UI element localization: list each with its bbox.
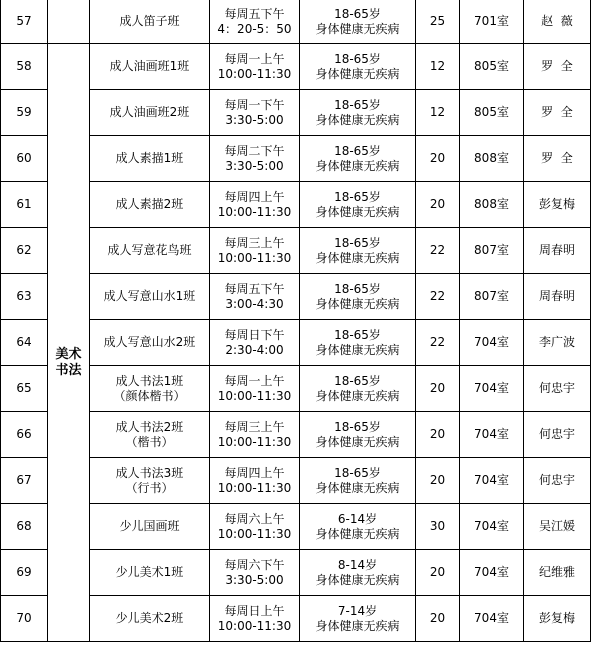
teacher-name: 彭复梅 [524, 596, 591, 642]
cell-line: 成人素描1班 [115, 151, 184, 165]
course-name [90, 596, 210, 642]
enrollment-count: 20 [416, 412, 460, 458]
age-range: 6-14岁 [337, 511, 378, 526]
cell-line: 2:30-4:00 [225, 342, 284, 357]
row-number: 69 [1, 550, 48, 596]
cell-line: 每周五下午 [224, 6, 285, 21]
health-requirement: 身体健康无疾病 [315, 158, 400, 173]
cell-line: 每周四上午 [224, 189, 285, 204]
course-name [90, 90, 210, 136]
category-label: 美术 [55, 346, 82, 362]
classroom: 805室 [460, 90, 524, 136]
enrollment-count: 25 [416, 0, 460, 44]
course-time [210, 136, 300, 182]
age-requirement [300, 366, 416, 412]
table-row [1, 504, 591, 550]
row-number: 63 [1, 274, 48, 320]
cell-line: 10:00-11:30 [217, 250, 292, 265]
row-number: 62 [1, 228, 48, 274]
classroom: 704室 [460, 458, 524, 504]
classroom: 704室 [460, 550, 524, 596]
teacher-name: 李广波 [524, 320, 591, 366]
course-time [210, 320, 300, 366]
course-name [90, 412, 210, 458]
course-name [90, 504, 210, 550]
cell-line: 4：20-5：50 [217, 21, 292, 36]
cell-line: 3:30-5:00 [225, 572, 284, 587]
course-name [90, 366, 210, 412]
course-name [90, 44, 210, 90]
row-number: 61 [1, 182, 48, 228]
cell-line: （颜体楷书） [113, 388, 186, 403]
age-requirement [300, 550, 416, 596]
cell-line: 每周三上午 [224, 235, 285, 250]
row-number: 57 [1, 0, 48, 44]
teacher-name: 何忠宇 [524, 366, 591, 412]
enrollment-count: 22 [416, 228, 460, 274]
table-row [1, 182, 591, 228]
age-range: 18-65岁 [334, 143, 381, 158]
age-requirement [300, 274, 416, 320]
course-name [90, 274, 210, 320]
health-requirement: 身体健康无疾病 [315, 572, 400, 587]
cell-line: 成人书法3班 [115, 465, 184, 480]
classroom: 704室 [460, 504, 524, 550]
course-name [90, 320, 210, 366]
enrollment-count: 12 [416, 44, 460, 90]
classroom: 808室 [460, 182, 524, 228]
age-range: 18-65岁 [334, 97, 381, 112]
table-row [1, 90, 591, 136]
teacher-name: 赵 薇 [524, 0, 591, 44]
classroom: 808室 [460, 136, 524, 182]
age-requirement [300, 90, 416, 136]
age-requirement [300, 458, 416, 504]
enrollment-count: 20 [416, 182, 460, 228]
health-requirement: 身体健康无疾病 [315, 342, 400, 357]
teacher-name: 罗 全 [524, 90, 591, 136]
cell-line: 3:30-5:00 [225, 158, 284, 173]
cell-line: 3:00-4:30 [225, 296, 284, 311]
enrollment-count: 12 [416, 90, 460, 136]
row-number: 60 [1, 136, 48, 182]
table-row [1, 228, 591, 274]
classroom: 704室 [460, 320, 524, 366]
health-requirement: 身体健康无疾病 [315, 250, 400, 265]
cell-line: 每周日上午 [224, 603, 285, 618]
row-number: 70 [1, 596, 48, 642]
cell-line: 成人笛子班 [119, 14, 180, 28]
course-name [90, 182, 210, 228]
table-row [1, 366, 591, 412]
cell-line: 成人写意花鸟班 [107, 243, 192, 257]
course-name [90, 550, 210, 596]
cell-line: 3:30-5:00 [225, 112, 284, 127]
cell-line: 每周日下午 [224, 327, 285, 342]
classroom: 704室 [460, 412, 524, 458]
health-requirement: 身体健康无疾病 [315, 480, 400, 495]
health-requirement: 身体健康无疾病 [315, 112, 400, 127]
classroom: 704室 [460, 596, 524, 642]
cell-line: 每周一上午 [224, 51, 285, 66]
course-time [210, 550, 300, 596]
age-range: 18-65岁 [334, 327, 381, 342]
classroom: 805室 [460, 44, 524, 90]
teacher-name: 周春明 [524, 228, 591, 274]
age-requirement [300, 44, 416, 90]
course-name [90, 0, 210, 44]
enrollment-count: 20 [416, 136, 460, 182]
row-number: 68 [1, 504, 48, 550]
row-number: 58 [1, 44, 48, 90]
cell-line: 成人写意山水1班 [103, 289, 196, 303]
cell-line: 每周一上午 [224, 373, 285, 388]
age-range: 18-65岁 [334, 373, 381, 388]
age-requirement [300, 320, 416, 366]
age-requirement [300, 412, 416, 458]
enrollment-count: 20 [416, 550, 460, 596]
row-number: 67 [1, 458, 48, 504]
cell-line: 10:00-11:30 [217, 388, 292, 403]
cell-line: 成人素描2班 [115, 197, 184, 211]
table-row [1, 136, 591, 182]
teacher-name: 吴江媛 [524, 504, 591, 550]
cell-line: 10:00-11:30 [217, 480, 292, 495]
cell-line: 成人油画班1班 [109, 59, 190, 73]
age-requirement [300, 182, 416, 228]
health-requirement: 身体健康无疾病 [315, 618, 400, 633]
age-range: 18-65岁 [334, 281, 381, 296]
cell-line: 10:00-11:30 [217, 526, 292, 541]
cell-line: 10:00-11:30 [217, 204, 292, 219]
age-range: 18-65岁 [334, 51, 381, 66]
cell-line: 每周一下午 [224, 97, 285, 112]
course-time [210, 504, 300, 550]
cell-line: 每周三上午 [224, 419, 285, 434]
enrollment-count: 22 [416, 274, 460, 320]
health-requirement: 身体健康无疾病 [315, 434, 400, 449]
age-range: 8-14岁 [337, 557, 378, 572]
course-time [210, 182, 300, 228]
age-range: 18-65岁 [334, 189, 381, 204]
age-requirement [300, 596, 416, 642]
table-row [1, 320, 591, 366]
cell-line: 成人油画班2班 [109, 105, 190, 119]
table-row [1, 596, 591, 642]
table-row [1, 44, 591, 90]
health-requirement: 身体健康无疾病 [315, 526, 400, 541]
cell-line: 少儿国画班 [119, 519, 180, 533]
course-time [210, 228, 300, 274]
cell-line: （行书） [125, 480, 174, 495]
classroom: 704室 [460, 366, 524, 412]
course-time [210, 274, 300, 320]
cell-line: 10:00-11:30 [217, 66, 292, 81]
cell-line: 成人书法2班 [115, 419, 184, 434]
age-range: 7-14岁 [337, 603, 378, 618]
course-time [210, 366, 300, 412]
course-time [210, 44, 300, 90]
enrollment-count: 22 [416, 320, 460, 366]
course-time [210, 0, 300, 44]
age-range: 18-65岁 [334, 235, 381, 250]
health-requirement: 身体健康无疾病 [315, 204, 400, 219]
age-range: 18-65岁 [334, 419, 381, 434]
teacher-name: 彭复梅 [524, 182, 591, 228]
teacher-name: 何忠宇 [524, 412, 591, 458]
row-number: 65 [1, 366, 48, 412]
enrollment-count: 20 [416, 596, 460, 642]
category-cell [48, 44, 90, 642]
cell-line: 每周二下午 [224, 143, 285, 158]
teacher-name: 罗 全 [524, 136, 591, 182]
cell-line: 每周五下午 [224, 281, 285, 296]
cell-line: 少儿美术2班 [115, 611, 184, 625]
cell-line: （楷书） [125, 434, 174, 449]
category-cell-previous [48, 0, 90, 44]
health-requirement: 身体健康无疾病 [315, 66, 400, 81]
age-range: 18-65岁 [334, 465, 381, 480]
row-number: 66 [1, 412, 48, 458]
classroom: 807室 [460, 228, 524, 274]
health-requirement: 身体健康无疾病 [315, 388, 400, 403]
cell-line: 成人写意山水2班 [103, 335, 196, 349]
teacher-name: 周春明 [524, 274, 591, 320]
age-range: 18-65岁 [334, 6, 381, 21]
enrollment-count: 30 [416, 504, 460, 550]
cell-line: 10:00-11:30 [217, 618, 292, 633]
row-number: 64 [1, 320, 48, 366]
classroom: 701室 [460, 0, 524, 44]
cell-line: 每周六下午 [224, 557, 285, 572]
age-requirement [300, 228, 416, 274]
teacher-name: 罗 全 [524, 44, 591, 90]
teacher-name: 何忠宇 [524, 458, 591, 504]
cell-line: 少儿美术1班 [115, 565, 184, 579]
table-row [1, 550, 591, 596]
table-row [1, 458, 591, 504]
course-time [210, 458, 300, 504]
table-row [1, 412, 591, 458]
course-time [210, 596, 300, 642]
cell-line: 每周六上午 [224, 511, 285, 526]
age-requirement [300, 0, 416, 44]
age-requirement [300, 504, 416, 550]
cell-line: 10:00-11:30 [217, 434, 292, 449]
enrollment-count: 20 [416, 458, 460, 504]
course-name [90, 458, 210, 504]
table-row [1, 274, 591, 320]
row-number: 59 [1, 90, 48, 136]
course-time [210, 412, 300, 458]
category-label: 书法 [55, 362, 82, 378]
table-row [1, 0, 591, 44]
health-requirement: 身体健康无疾病 [315, 296, 400, 311]
course-name [90, 228, 210, 274]
age-requirement [300, 136, 416, 182]
cell-line: 每周四上午 [224, 465, 285, 480]
classroom: 807室 [460, 274, 524, 320]
health-requirement: 身体健康无疾病 [315, 21, 400, 36]
course-name [90, 136, 210, 182]
course-time [210, 90, 300, 136]
cell-line: 成人书法1班 [115, 373, 184, 388]
teacher-name: 纪维雅 [524, 550, 591, 596]
enrollment-count: 20 [416, 366, 460, 412]
